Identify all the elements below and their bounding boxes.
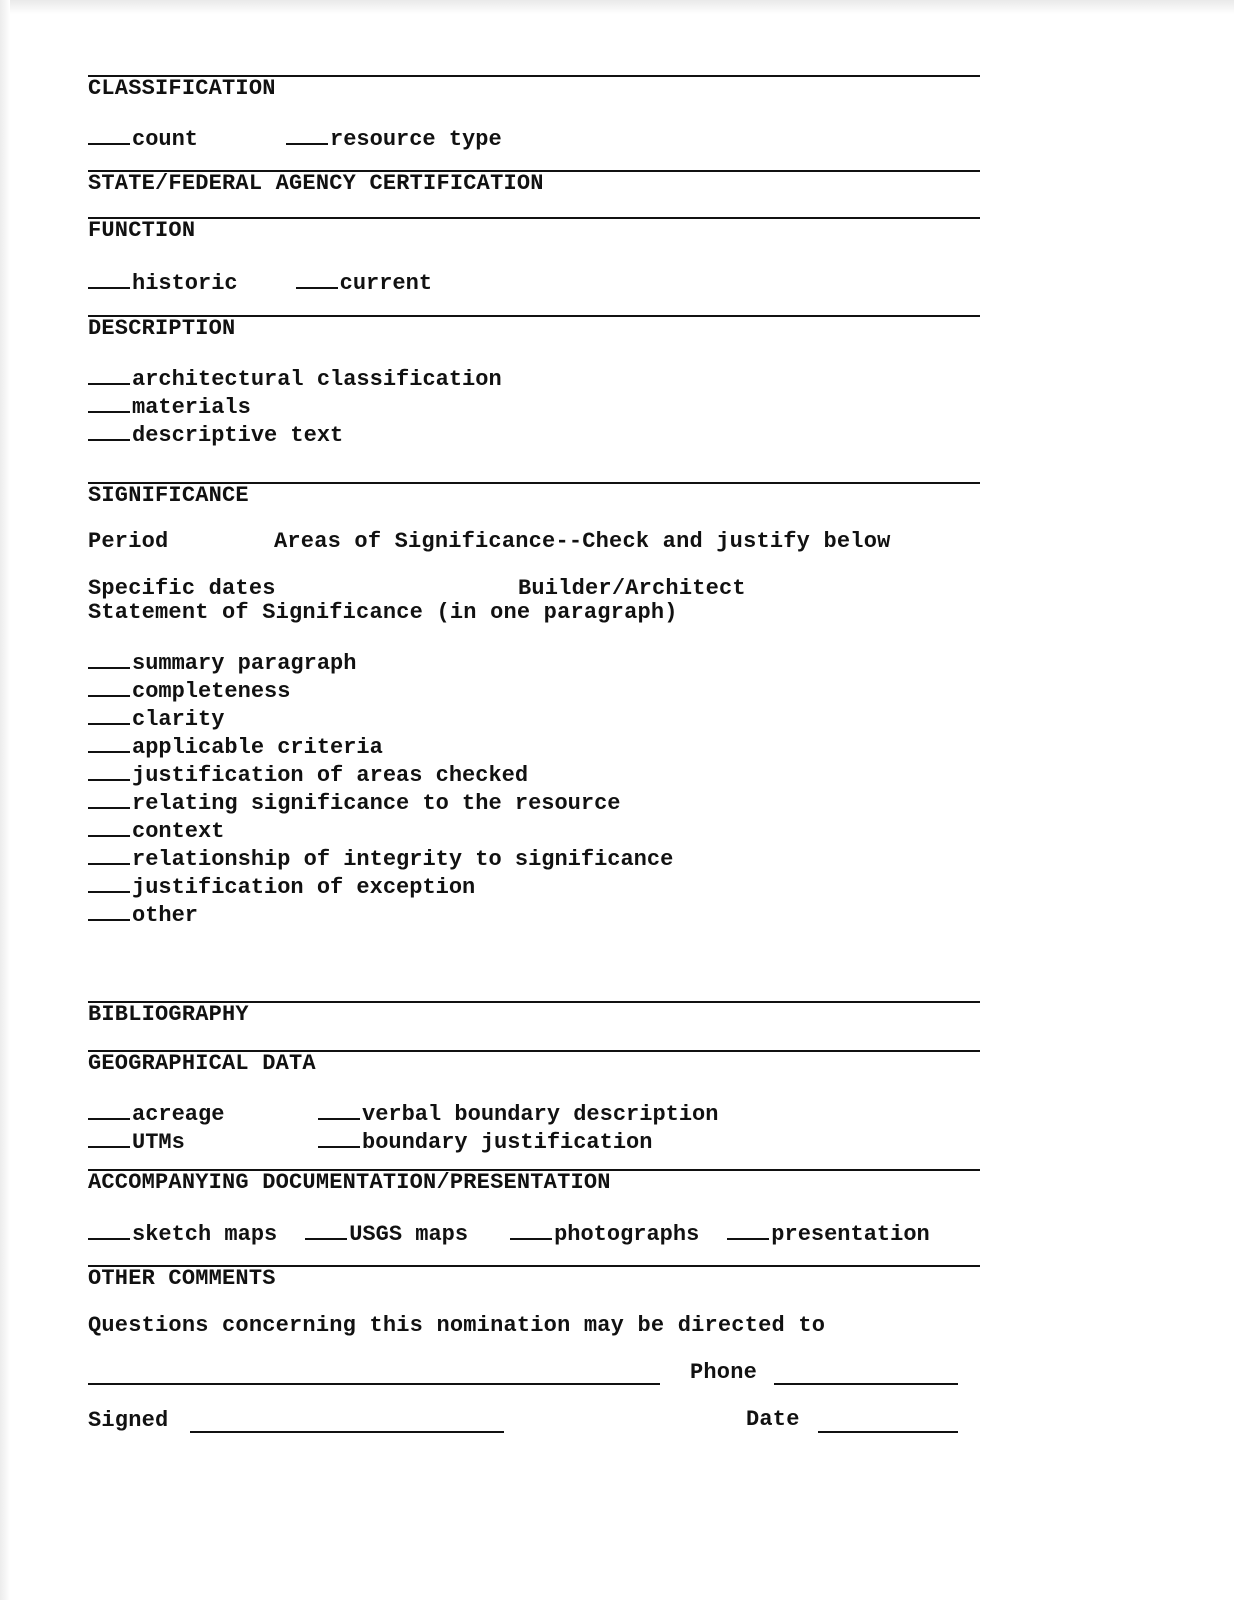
checklist-item xyxy=(88,816,673,844)
checklist-item xyxy=(88,900,673,928)
option-sketch-maps: sketch maps xyxy=(132,1222,278,1247)
checklist-item-label: architectural classification xyxy=(132,367,502,392)
checklist-item-label: applicable criteria xyxy=(132,735,383,760)
checklist-item-label: verbal boundary description xyxy=(362,1102,719,1127)
checkbox-blank[interactable] xyxy=(88,1099,130,1120)
option-presentation: presentation xyxy=(771,1222,930,1247)
areas-of-significance-label: Areas of Significance--Check and justify below xyxy=(274,529,891,554)
option-photographs: photographs xyxy=(554,1222,700,1247)
option-resource-type: resource type xyxy=(330,127,502,152)
option-count: count xyxy=(132,127,199,152)
checklist-item-label: boundary justification xyxy=(362,1130,653,1155)
significance-heading: SIGNIFICANCE xyxy=(88,483,249,508)
checklist-item xyxy=(88,872,673,900)
documentation-heading: ACCOMPANYING DOCUMENTATION/PRESENTATION xyxy=(88,1170,611,1195)
checklist-item xyxy=(88,788,673,816)
specific-dates-label: Specific dates xyxy=(88,576,276,601)
checklist-item-label: summary paragraph xyxy=(132,651,357,676)
checkbox-blank[interactable] xyxy=(88,732,130,753)
scan-edge-left xyxy=(0,0,10,1600)
description-heading: DESCRIPTION xyxy=(88,316,236,341)
questions-text: Questions concerning this nomination may be directed to xyxy=(88,1313,826,1338)
checkbox-blank[interactable] xyxy=(88,1219,130,1240)
classification-options xyxy=(88,124,502,152)
checkbox-blank[interactable] xyxy=(88,816,130,837)
geographical-left-checklist xyxy=(88,1099,224,1155)
checklist-item-label: relationship of integrity to significance xyxy=(132,847,674,872)
checklist-item xyxy=(88,420,502,448)
checklist-item xyxy=(88,1099,224,1127)
checklist-item xyxy=(88,648,673,676)
checklist-item xyxy=(88,704,673,732)
certification-heading: STATE/FEDERAL AGENCY CERTIFICATION xyxy=(88,171,544,196)
checkbox-blank[interactable] xyxy=(296,268,338,289)
checklist-item-label: justification of areas checked xyxy=(132,763,529,788)
documentation-options xyxy=(88,1219,930,1247)
checkbox-blank[interactable] xyxy=(305,1219,347,1240)
checklist-item-label: materials xyxy=(132,395,251,420)
checkbox-blank[interactable] xyxy=(88,844,130,865)
checkbox-blank[interactable] xyxy=(88,760,130,781)
checkbox-blank[interactable] xyxy=(88,364,130,385)
checklist-item-label: descriptive text xyxy=(132,423,344,448)
checklist-item-label: acreage xyxy=(132,1102,225,1127)
checkbox-blank[interactable] xyxy=(88,704,130,725)
checklist-item xyxy=(318,1127,718,1155)
checkbox-blank[interactable] xyxy=(318,1099,360,1120)
checklist-item-label: justification of exception xyxy=(132,875,476,900)
divider-line xyxy=(88,217,980,219)
checklist-item-label: UTMs xyxy=(132,1130,185,1155)
builder-architect-label: Builder/Architect xyxy=(518,576,746,601)
checklist-item xyxy=(88,1127,224,1155)
checkbox-blank[interactable] xyxy=(88,268,130,289)
checkbox-blank[interactable] xyxy=(286,124,328,145)
contact-name-field[interactable] xyxy=(88,1383,660,1385)
checkbox-blank[interactable] xyxy=(510,1219,552,1240)
checklist-item xyxy=(318,1099,718,1127)
checklist-item-label: context xyxy=(132,819,225,844)
checklist-item-label: clarity xyxy=(132,707,225,732)
checkbox-blank[interactable] xyxy=(88,900,130,921)
phone-field[interactable] xyxy=(774,1383,958,1385)
checklist-item xyxy=(88,732,673,760)
option-current: current xyxy=(339,271,433,296)
scan-edge-top xyxy=(0,0,1234,14)
checkbox-blank[interactable] xyxy=(88,872,130,893)
function-options xyxy=(88,268,432,296)
checklist-item-label: completeness xyxy=(132,679,291,704)
significance-checklist xyxy=(88,648,673,928)
checklist-item xyxy=(88,760,673,788)
description-checklist xyxy=(88,364,502,448)
date-label: Date xyxy=(746,1407,800,1432)
bibliography-heading: BIBLIOGRAPHY xyxy=(88,1002,249,1027)
option-historic: historic xyxy=(132,271,238,296)
classification-heading: CLASSIFICATION xyxy=(88,76,276,101)
checkbox-blank[interactable] xyxy=(88,124,130,145)
phone-label: Phone xyxy=(690,1360,758,1385)
checklist-item xyxy=(88,392,502,420)
comments-heading: OTHER COMMENTS xyxy=(88,1266,276,1291)
checklist-item xyxy=(88,364,502,392)
checkbox-blank[interactable] xyxy=(88,392,130,413)
checkbox-blank[interactable] xyxy=(88,648,130,669)
statement-of-significance-label: Statement of Significance (in one paragraph) xyxy=(88,600,678,625)
checklist-item-label: relating significance to the resource xyxy=(132,791,621,816)
geographical-heading: GEOGRAPHICAL DATA xyxy=(88,1051,316,1076)
period-label: Period xyxy=(88,529,169,554)
signed-label: Signed xyxy=(88,1408,169,1433)
checklist-item xyxy=(88,676,673,704)
checklist-item-label: other xyxy=(132,903,199,928)
checklist-item xyxy=(88,844,673,872)
signature-field[interactable] xyxy=(190,1431,504,1433)
checkbox-blank[interactable] xyxy=(727,1219,769,1240)
checkbox-blank[interactable] xyxy=(88,420,130,441)
geographical-right-checklist xyxy=(318,1099,718,1155)
checkbox-blank[interactable] xyxy=(88,788,130,809)
function-heading: FUNCTION xyxy=(88,218,196,243)
option-usgs-maps: USGS maps xyxy=(349,1222,469,1247)
date-field[interactable] xyxy=(818,1431,958,1433)
checkbox-blank[interactable] xyxy=(88,676,130,697)
checkbox-blank[interactable] xyxy=(88,1127,130,1148)
checkbox-blank[interactable] xyxy=(318,1127,360,1148)
